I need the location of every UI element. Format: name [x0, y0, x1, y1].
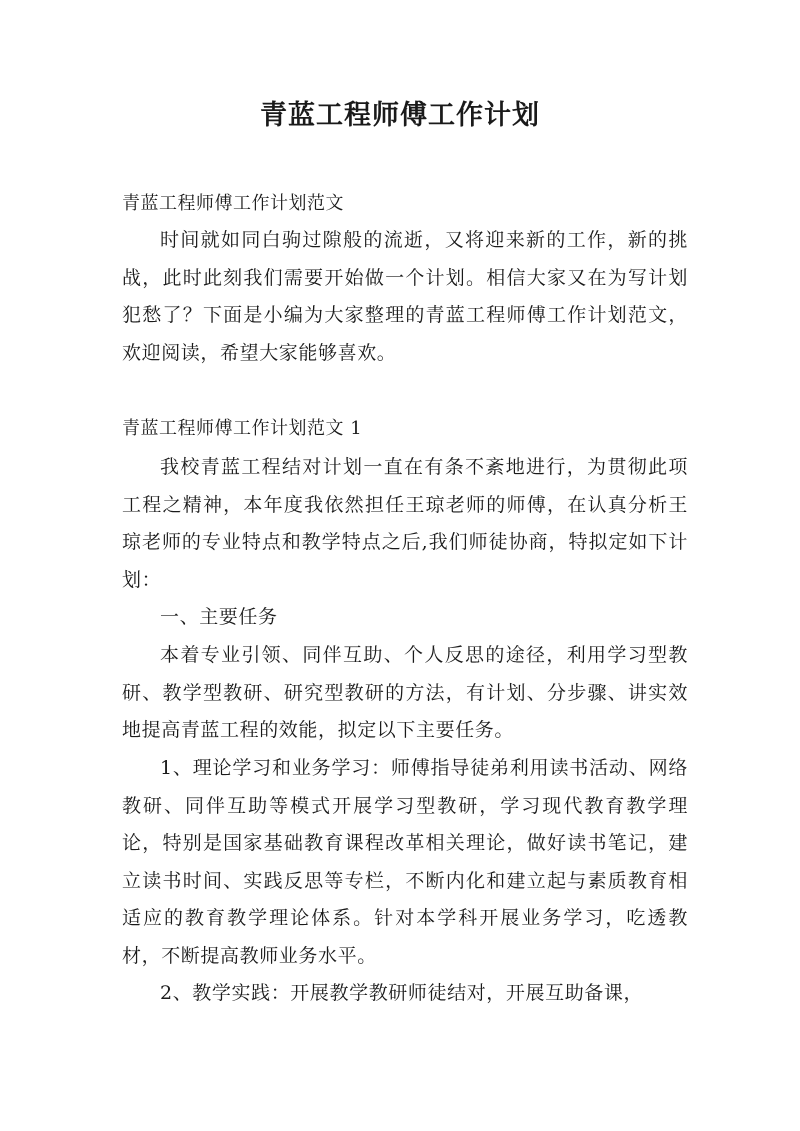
- intro-paragraph: 时间就如同白驹过隙般的流逝，又将迎来新的工作，新的挑战，此时此刻我们需要开始做一个计划。相信大家又在为写计划犯愁了？下面是小编为大家整理的青蓝工程师傅工作计划范文，欢迎阅读，希望大家能够喜欢。: [122, 229, 688, 364]
- paragraph-2: 本着专业引领、同伴互助、个人反思的途径，利用学习型教研、教学型教研、研究型教研的方法，有计划、分步骤、讲实效地提高青蓝工程的效能，拟定以下主要任务。: [122, 644, 688, 741]
- subtitle: 青蓝工程师傅工作计划范文: [122, 193, 344, 214]
- paragraph-4: 2、教学实践：开展教学教研师徒结对，开展互助备课，: [160, 982, 644, 1004]
- document-title: 青蓝工程师傅工作计划: [260, 100, 540, 131]
- paragraph-1: 我校青蓝工程结对计划一直在有条不紊地进行，为贯彻此项工程之精神，本年度我依然担任王琼老师的师傅，在认真分析王琼老师的专业特点和教学特点之后,我们师徒协商，特拟定如下计划：: [122, 456, 688, 591]
- heading-main-tasks: 一、主要任务: [160, 606, 278, 628]
- paragraph-3: 1、理论学习和业务学习：师傅指导徒弟利用读书活动、网络教研、同伴互助等模式开展学习型教研，学习现代教育教学理论，特别是国家基础教育课程改革相关理论，做好读书笔记，建立读书时间、实践反思等专栏，不断内化和建立起与素质教育相适应的教育教学理论体系。针对本学科开展业务学习，吃透教材，不断提高教师业务水平。: [122, 757, 688, 967]
- section-title: 青蓝工程师傅工作计划范文 1: [122, 418, 363, 439]
